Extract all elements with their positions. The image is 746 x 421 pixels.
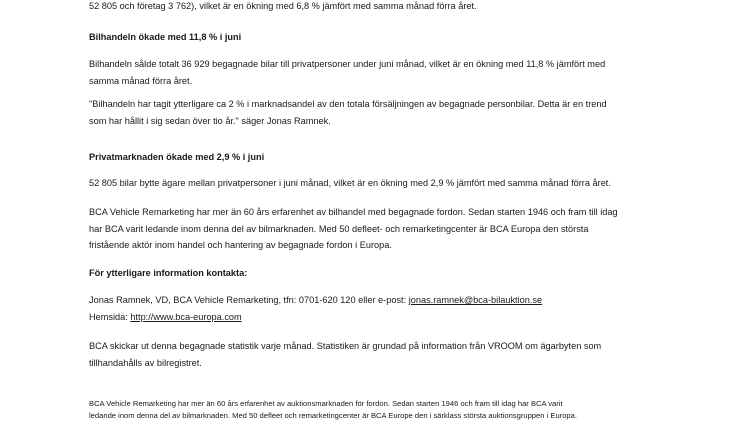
bilhandeln-line-2: samma månad förra året. <box>89 73 689 90</box>
about-line-1: BCA Vehicle Remarketing har mer än 60 års erfarenhet av bilhandel med begagnade fordon. Sedan starten 1946 och fram till idag <box>89 204 689 221</box>
email-link[interactable]: jonas.ramnek@bca-bilauktion.se <box>409 295 542 305</box>
website-label: Hemsida: <box>89 312 130 322</box>
privatmarknaden-paragraph <box>89 175 689 192</box>
bilhandeln-paragraph <box>89 56 689 89</box>
quote-line-1: "Bilhandeln har tagit ytterligare ca 2 % i marknadsandel av den totala försäljningen av begagnade personbilar. Detta är en trend <box>89 96 689 113</box>
footer-line-2: ledande inom denna del av bilmarknaden. Med 50 defleet och remarketingcenter är BCA Europe den i särklass största auktionsgruppen i Europa. <box>89 410 709 421</box>
about-line-3: fristående aktör inom handel och hantering av begagnade fordon i Europa. <box>89 237 689 254</box>
closing-line-2: tillhandahålls av bilregistret. <box>89 355 689 372</box>
about-bca-paragraph <box>89 204 689 254</box>
website-link[interactable]: http://www.bca-europa.com <box>130 312 241 322</box>
section-heading-privatmarknaden: Privatmarknaden ökade med 2,9 % i juni <box>89 150 264 164</box>
quote-paragraph <box>89 96 689 129</box>
intro-paragraph <box>89 0 689 15</box>
footer-text <box>89 398 709 421</box>
website-line <box>89 309 689 326</box>
closing-paragraph <box>89 338 689 371</box>
contact-person-line <box>89 292 689 309</box>
intro-line: 52 805 och företag 3 762), vilket är en ökning med 6,8 % jämfört med samma månad förra året. <box>89 0 689 15</box>
bilhandeln-line-1: Bilhandeln sålde totalt 36 929 begagnade bilar till privatpersoner under juni månad, vilket är en ökning med 11,8 % jämfört med <box>89 56 689 73</box>
closing-line-1: BCA skickar ut denna begagnade statistik varje månad. Statistiken är grundad på information från VROOM om ägarbyten som <box>89 338 689 355</box>
section-heading-bilhandeln: Bilhandeln ökade med 11,8 % i juni <box>89 30 241 44</box>
contact-paragraph <box>89 292 689 325</box>
contact-heading: För ytterligare information kontakta: <box>89 266 247 280</box>
privatmarknaden-line: 52 805 bilar bytte ägare mellan privatpersoner i juni månad, vilket är en ökning med 2,9 % jämfört med samma månad förra året. <box>89 175 689 192</box>
about-line-2: har BCA varit ledande inom denna del av bilmarknaden. Med 50 defleet- och remarketingcenter är BCA Europa den största <box>89 221 689 238</box>
quote-line-2: som har hållit i sig sedan över tio år." säger Jonas Ramnek. <box>89 113 689 130</box>
footer-line-1: BCA Vehicle Remarketing har mer än 60 års erfarenhet av auktionsmarknaden för fordon. Sedan starten 1946 och fram till idag har BCA varit <box>89 398 709 410</box>
contact-person-text: Jonas Ramnek, VD, BCA Vehicle Remarketing, tfn: 0701-620 120 eller e-post: <box>89 295 409 305</box>
